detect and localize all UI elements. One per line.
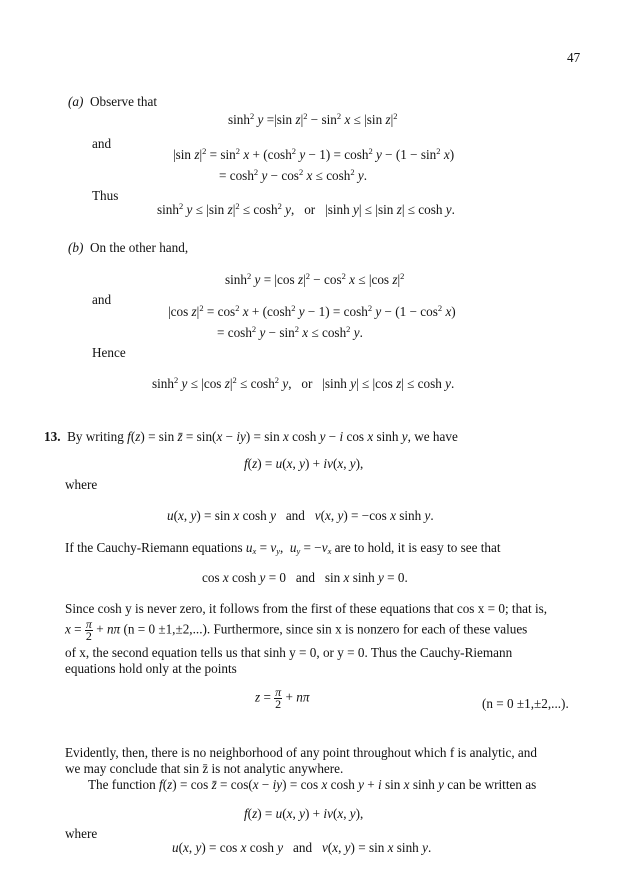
paragraph-3: The function f(z) = cos z̄ = cos(x − iy) = cos x cosh y + i sin x sinh y can be written as [88, 777, 537, 792]
equation-a4: $\sinh^2 y \le |\sin$ $z|^2 \le \cosh^2 y$, or |sinh y| ≤ |sin z| ≤ cosh y. [157, 201, 455, 217]
equation-b4: $\sinh^2 y \le |\cos$ $z|^2 \le \cosh^2 y$, or |sinh y| ≤ |cos z| ≤ cosh y. [152, 375, 455, 391]
problem-13-intro: 13. By writing f(z) = sin z̄ = sin(x − iy) = sin x cosh y − i cos x sinh y, we have [44, 429, 458, 444]
paragraph-1-line-3: of x, the second equation tells us that sinh y = 0, or y = 0. Thus the Cauchy-Riemann [65, 645, 513, 660]
paragraph-1-line-2: x = $\frac{\pi}{2}$ + nπ (n = 0 ±1,±2,...). Furthermore, since sin x is nonzero for each of these values [65, 617, 528, 643]
equation-a2: |sin $z|^2 = \sin^2 x + (\cosh^2$ $y - 1) = \cosh^2 y - (1 - \sin^2 x)$ [173, 146, 455, 162]
intro-text: By writing [67, 429, 124, 444]
paragraph-2-line-2: we may conclude that sin z̄ is not analytic anywhere. [65, 761, 344, 776]
equation-b1: $\sinh^2 y = |\cos$ $z|^2 - \cos^2 x \le |\cos$ $z|^2$ [225, 271, 405, 287]
n-range: (n = 0 ±1,±2,...). [482, 696, 569, 711]
or-word-a: or [304, 202, 316, 217]
n-values-text: (n = 0 ±1,±2,...). Furthermore, since sin x is nonzero for each of these values [123, 621, 528, 637]
paragraph-1-line-1: Since cosh y is never zero, it follows from the first of these equations that cos x = 0; that is, [65, 601, 548, 616]
paragraph-1-line-4: equations hold only at the points [65, 661, 237, 676]
equation-a3: = $\cosh^2 y - \cos^2 x \le \cosh^2 y$. [219, 167, 368, 183]
equation-13-f1: f(z) = u(x, y) + iv(x, y), [244, 456, 364, 471]
and-word-2: and [295, 570, 315, 585]
p3-lead: The function [88, 777, 156, 792]
page-number: 47 [567, 50, 581, 65]
and-word-3: and [293, 840, 313, 855]
equation-13-cr: cos x cosh y = 0 and sin x sinh y = 0. [202, 570, 408, 585]
part-a-heading [68, 94, 157, 110]
part-b-label: (b) [68, 240, 84, 255]
equation-b2: |cos $z|^2 = \cos^2 x + (\cosh^2$ $y - 1) = \cosh^2 y - (1 - \cos^2 x)$ [168, 303, 456, 319]
part-a-thus: Thus [92, 188, 119, 203]
where-2: where [65, 826, 98, 841]
equation-b3: = $\cosh^2 y - \sin^2 x \le \cosh^2 y$. [217, 324, 363, 340]
cr-condition: If the Cauchy-Riemann equations $u_x = v_y$, $u_y = -v_x$ are to hold, it is easy to see that [65, 540, 501, 556]
cr-mid: are to hold, it is easy to see that [334, 540, 501, 555]
we-have: we have [414, 429, 458, 444]
equation-13-uv1: u(x, y) = sin x cosh y and v(x, y) = −cos x sinh y. [167, 508, 434, 523]
pi-over-2: $\frac{\pi}{2}$ [85, 617, 92, 643]
and-word-1: and [285, 508, 305, 523]
or-word-b: or [301, 376, 313, 391]
equation-13-f2: f(z) = u(x, y) + iv(x, y), [244, 806, 364, 821]
equation-13-uv2: u(x, y) = cos x cosh y and v(x, y) = sin x sinh y. [172, 840, 432, 855]
pi-over-2-points: $\frac{\pi}{2}$ [275, 685, 282, 711]
part-a-intro: Observe that [89, 94, 157, 109]
part-b-and: and [92, 292, 112, 307]
part-b-hence: Hence [92, 345, 126, 360]
equation-13-points: z = $\frac{\pi}{2}$ + nπ [255, 685, 310, 711]
p3-tail: can be written as [447, 777, 537, 792]
part-a-label: (a) [68, 94, 84, 109]
part-b-intro: On the other hand, [89, 240, 189, 255]
part-b-heading [68, 240, 188, 256]
cr-lead: If the Cauchy-Riemann equations [65, 540, 243, 555]
where-1: where [65, 477, 98, 492]
part-a-and: and [92, 136, 112, 151]
problem-number: 13. [44, 429, 61, 444]
equation-a1: $\sinh^2 y =|\sin$ $z|^2 - \sin^2 x \le |\sin$ $z|^2$ [228, 111, 398, 127]
paragraph-2-line-1: Evidently, then, there is no neighborhood of any point throughout which f is analytic, and [65, 745, 537, 760]
